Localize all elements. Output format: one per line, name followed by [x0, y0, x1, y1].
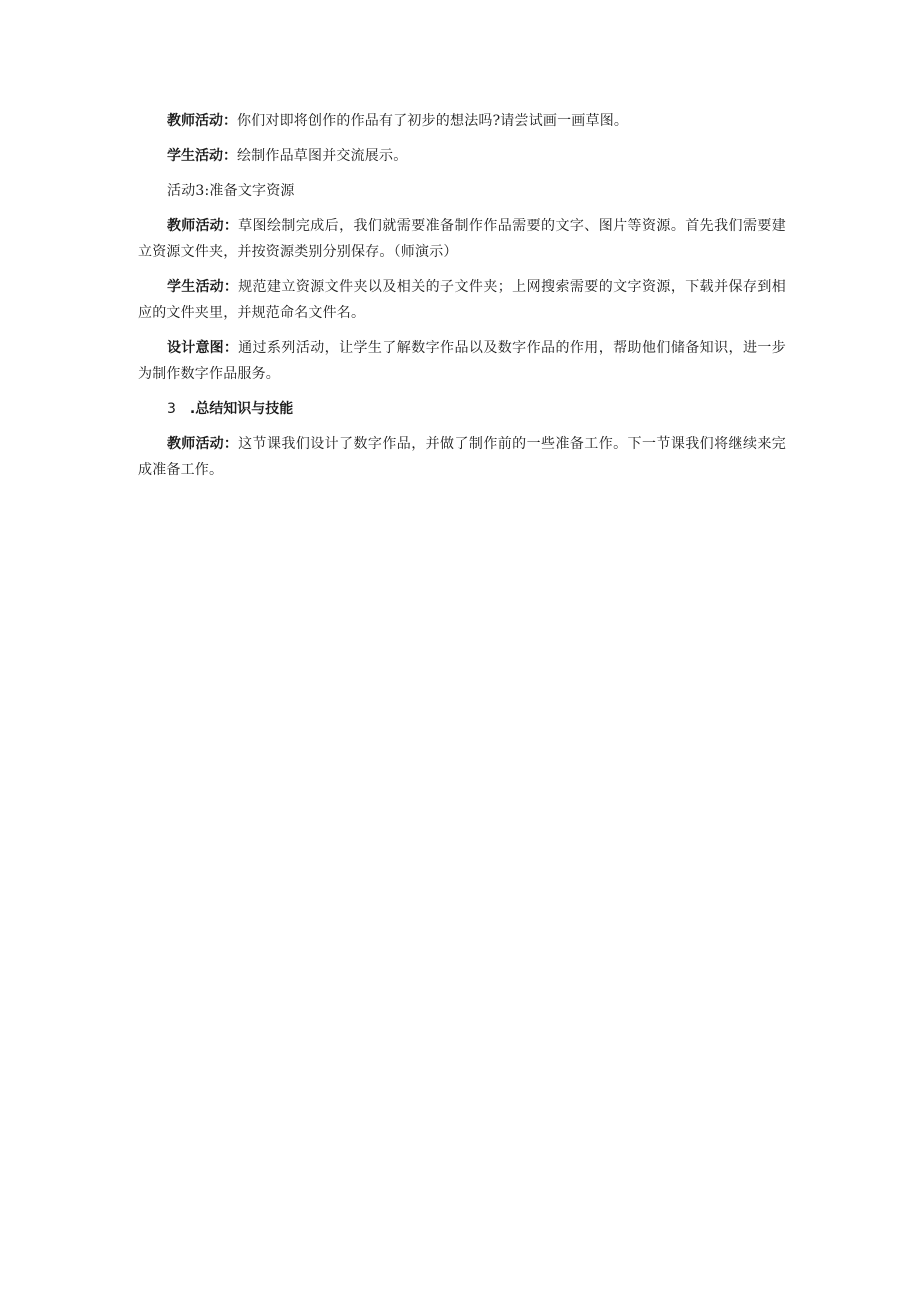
section-heading	[138, 396, 786, 422]
paragraph-label: 设计意图：	[167, 340, 239, 356]
paragraph-text: 你们对即将创作的作品有了初步的想法吗?请尝试画一画草图。	[237, 113, 629, 129]
document-body	[138, 108, 786, 492]
paragraph-student-activity-resources	[138, 274, 786, 326]
paragraph-text: 草图绘制完成后，我们就需要准备制作作品需要的文字、图片等资源。首先我们需要建立资源文件夹，并按资源类别分别保存。（师演示）	[138, 218, 786, 260]
paragraph-text: 活动3:准备文字资源	[167, 183, 295, 199]
paragraph-teacher-activity-sketch	[138, 108, 786, 134]
activity-3-title	[138, 178, 786, 204]
paragraph-teacher-activity-closing	[138, 431, 786, 483]
paragraph-student-activity-sketch	[138, 143, 786, 169]
paragraph-label: 学生活动：	[167, 148, 237, 164]
paragraph-label: 教师活动：	[167, 436, 239, 452]
paragraph-text: 规范建立资源文件夹以及相关的子文件夹；上网搜索需要的文字资源，下载并保存到相应的文件夹里，并规范命名文件名。	[138, 279, 786, 321]
paragraph-text: 通过系列活动，让学生了解数字作品以及数字作品的作用，帮助他们储备知识，进一步为制作数字作品服务。	[138, 340, 786, 382]
paragraph-design-intent	[138, 335, 786, 387]
section-title: .总结知识与技能	[189, 401, 294, 417]
paragraph-label: 教师活动：	[167, 113, 237, 129]
paragraph-label: 学生活动：	[167, 279, 239, 295]
paragraph-teacher-activity-resources	[138, 213, 786, 265]
paragraph-label: 教师活动：	[167, 218, 239, 234]
paragraph-text: 绘制作品草图并交流展示。	[237, 148, 408, 164]
paragraph-text: 这节课我们设计了数字作品，并做了制作前的一些准备工作。下一节课我们将继续来完成准备工作。	[138, 436, 786, 478]
section-number: 3	[167, 401, 176, 417]
